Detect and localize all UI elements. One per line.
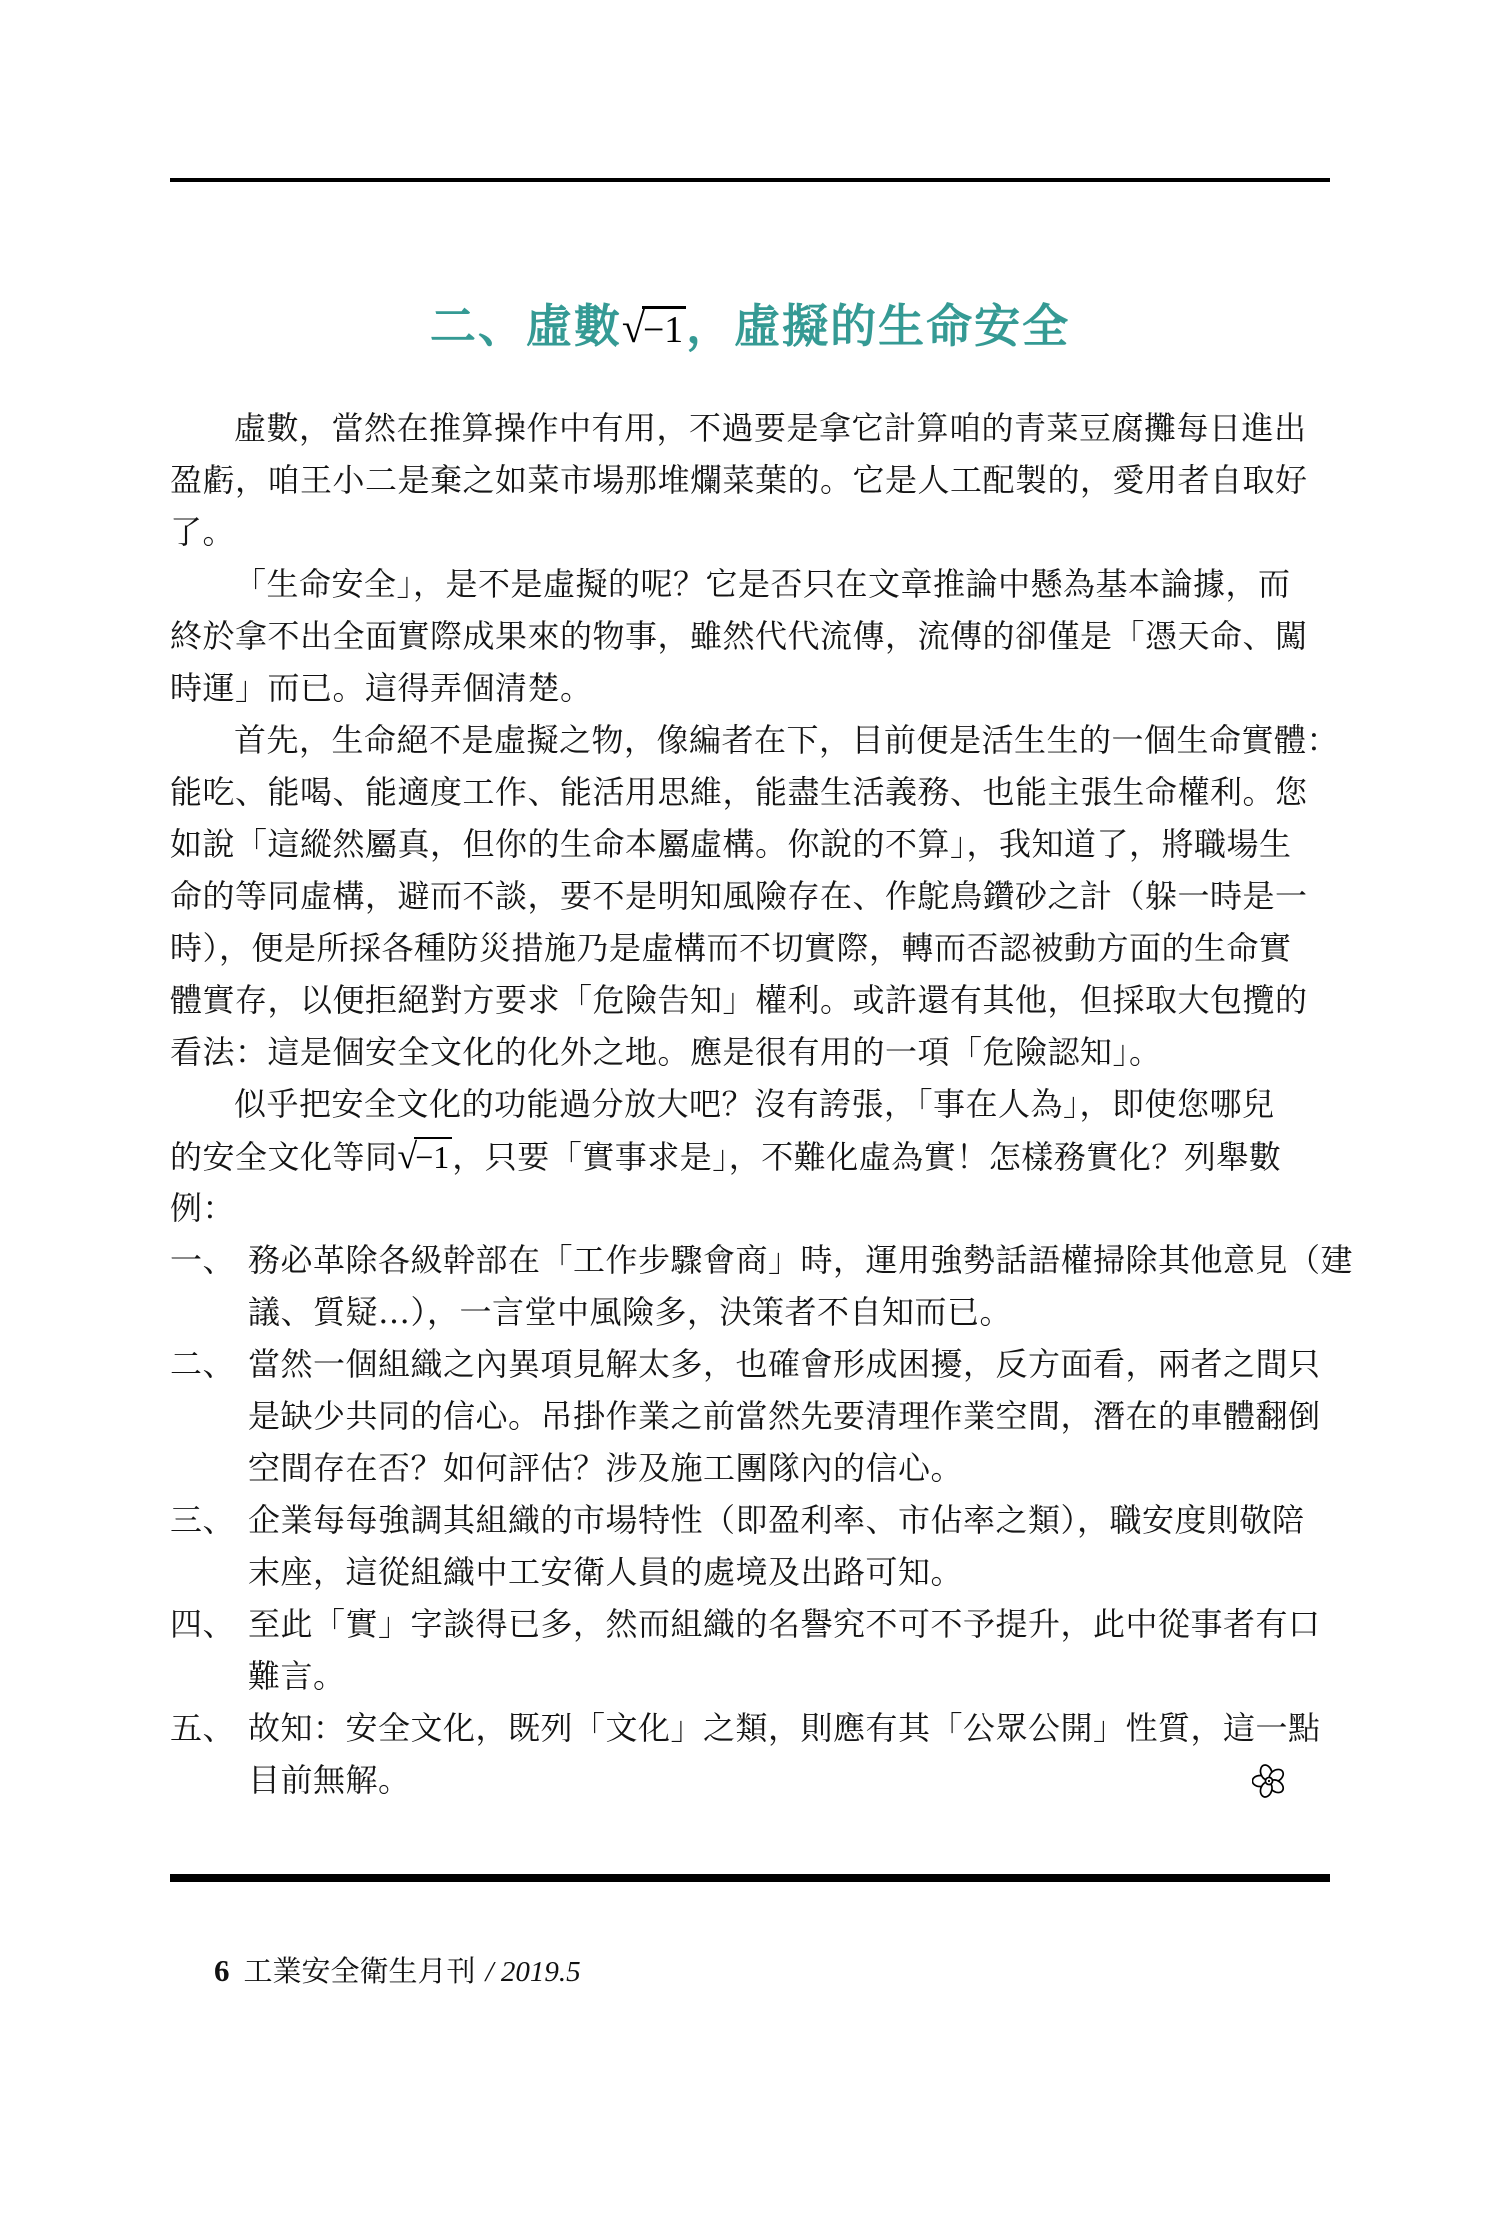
text-line xyxy=(170,1442,1330,1494)
text-line xyxy=(170,922,1330,974)
text-line xyxy=(170,454,1330,506)
list-marker: 五、 xyxy=(170,1709,236,1747)
text-line xyxy=(170,402,1330,454)
article-title xyxy=(170,294,1330,358)
line-text: 看法：這是個安全文化的化外之地。應是很有用的一項「危險認知」。 xyxy=(170,1033,1162,1071)
list-marker: 四、 xyxy=(170,1605,236,1643)
list-item-line xyxy=(170,1234,1354,1286)
page-number: 6 xyxy=(214,1953,230,1988)
sqrt-minus-one-title xyxy=(621,305,686,352)
line-text: 故知：安全文化，既列「文化」之類，則應有其「公眾公開」性質，這一點 xyxy=(248,1709,1321,1747)
list-marker: 三、 xyxy=(170,1501,236,1539)
line-text: 末座，這從組織中工安衛人員的處境及出路可知。 xyxy=(248,1553,964,1591)
radical-sign: √ xyxy=(397,1136,418,1176)
line-text: ，只要「實事求是」，不難化虛為實！怎樣務實化？列舉數 xyxy=(452,1138,1282,1176)
list-item-line xyxy=(170,1338,1330,1390)
flower-icon xyxy=(1252,1764,1286,1798)
line-text: 了。 xyxy=(170,513,236,551)
line-text: 當然一個組織之內異項見解太多，也確會形成困擾，反方面看，兩者之間只 xyxy=(248,1345,1321,1383)
title-suffix: ，虛擬的生命安全 xyxy=(686,300,1071,352)
line-text: 似乎把安全文化的功能過分放大吧？沒有誇張，「事在人為」，即使您哪兒 xyxy=(234,1085,1275,1123)
text-line xyxy=(170,766,1330,818)
text-line xyxy=(170,1182,1330,1234)
text-line xyxy=(170,1286,1330,1338)
line-text: 至此「實」字談得已多，然而組織的名譽究不可不予提升，此中從事者有口 xyxy=(248,1605,1321,1643)
line-text: 務必革除各級幹部在「工作步驟會商」時，運用強勢話語權掃除其他意見（建 xyxy=(248,1241,1354,1279)
line-text: 如說「這縱然屬真，但你的生命本屬虛構。你說的不算」，我知道了，將職場生 xyxy=(170,825,1292,863)
line-text: 目前無解。 xyxy=(248,1761,411,1799)
line-text: 體實存，以便拒絕對方要求「危險告知」權利。或許還有其他，但採取大包攬的 xyxy=(170,981,1308,1019)
title-prefix: 二、虛數 xyxy=(429,300,622,352)
page-content xyxy=(170,178,1354,1991)
line-text: 終於拿不出全面實際成果來的物事，雖然代代流傳，流傳的卻僅是「憑天命、闖 xyxy=(170,617,1308,655)
list-item-line xyxy=(170,1494,1330,1546)
line-text: 的安全文化等同 xyxy=(170,1138,398,1176)
line-text: 例： xyxy=(170,1189,236,1227)
text-line xyxy=(170,974,1330,1026)
radicand: −1 xyxy=(642,306,686,351)
text-line xyxy=(170,1754,1330,1806)
line-text: 「生命安全」，是不是虛擬的呢？它是否只在文章推論中懸為基本論據，而 xyxy=(234,565,1291,603)
text-line xyxy=(170,506,1330,558)
sqrt-minus-one-inline xyxy=(397,1136,453,1176)
text-line xyxy=(170,1390,1330,1442)
text-line xyxy=(170,870,1330,922)
text-line xyxy=(170,1078,1330,1130)
text-line xyxy=(170,1650,1330,1702)
list-marker: 二、 xyxy=(170,1345,236,1383)
text-line xyxy=(170,1546,1330,1598)
footer-rule xyxy=(170,1874,1330,1882)
text-line xyxy=(170,662,1330,714)
line-text: 命的等同虛構，避而不談，要不是明知風險存在、作鴕鳥鑽砂之計（躲一時是一 xyxy=(170,877,1308,915)
line-text: 首先，生命絕不是虛擬之物，像編者在下，目前便是活生生的一個生命實體： xyxy=(234,721,1340,759)
line-text: 盈虧，咱王小二是棄之如菜市場那堆爛菜葉的。它是人工配製的，愛用者自取好 xyxy=(170,461,1308,499)
text-line xyxy=(170,818,1330,870)
line-text: 企業每每強調其組織的市場特性（即盈利率、市佔率之類），職安度則敬陪 xyxy=(248,1501,1305,1539)
text-line xyxy=(170,610,1330,662)
text-line xyxy=(170,714,1340,766)
line-text: 能吃、能喝、能適度工作、能活用思維，能盡生活義務、也能主張生命權利。您 xyxy=(170,773,1308,811)
text-line xyxy=(170,1026,1330,1078)
issue-date: / 2019.5 xyxy=(485,1956,581,1988)
line-text: 時），便是所採各種防災措施乃是虛構而不切實際，轉而否認被動方面的生命實 xyxy=(170,929,1292,967)
list-item-line xyxy=(170,1702,1330,1754)
radical-sign: √ xyxy=(621,305,646,352)
line-text: 時運」而已。這得弄個清楚。 xyxy=(170,669,593,707)
line-text: 空間存在否？如何評估？涉及施工團隊內的信心。 xyxy=(248,1449,964,1487)
top-rule xyxy=(170,178,1330,182)
article-body xyxy=(170,402,1354,1806)
line-text: 難言。 xyxy=(248,1657,346,1695)
list-marker: 一、 xyxy=(170,1241,236,1279)
line-text: 議、質疑…），一言堂中風險多，決策者不自知而已。 xyxy=(248,1293,1013,1331)
page-footer xyxy=(170,1952,1330,1991)
journal-name: 工業安全衛生月刊 xyxy=(243,1954,476,1988)
radicand: −1 xyxy=(414,1137,452,1175)
line-text: 虛數，當然在推算操作中有用，不過要是拿它計算咱的青菜豆腐攤每日進出 xyxy=(234,409,1307,447)
text-line xyxy=(170,1130,1330,1182)
list-item-line xyxy=(170,1598,1330,1650)
text-line xyxy=(170,558,1330,610)
line-text: 是缺少共同的信心。吊掛作業之前當然先要清理作業空間，潛在的車體翻倒 xyxy=(248,1397,1321,1435)
